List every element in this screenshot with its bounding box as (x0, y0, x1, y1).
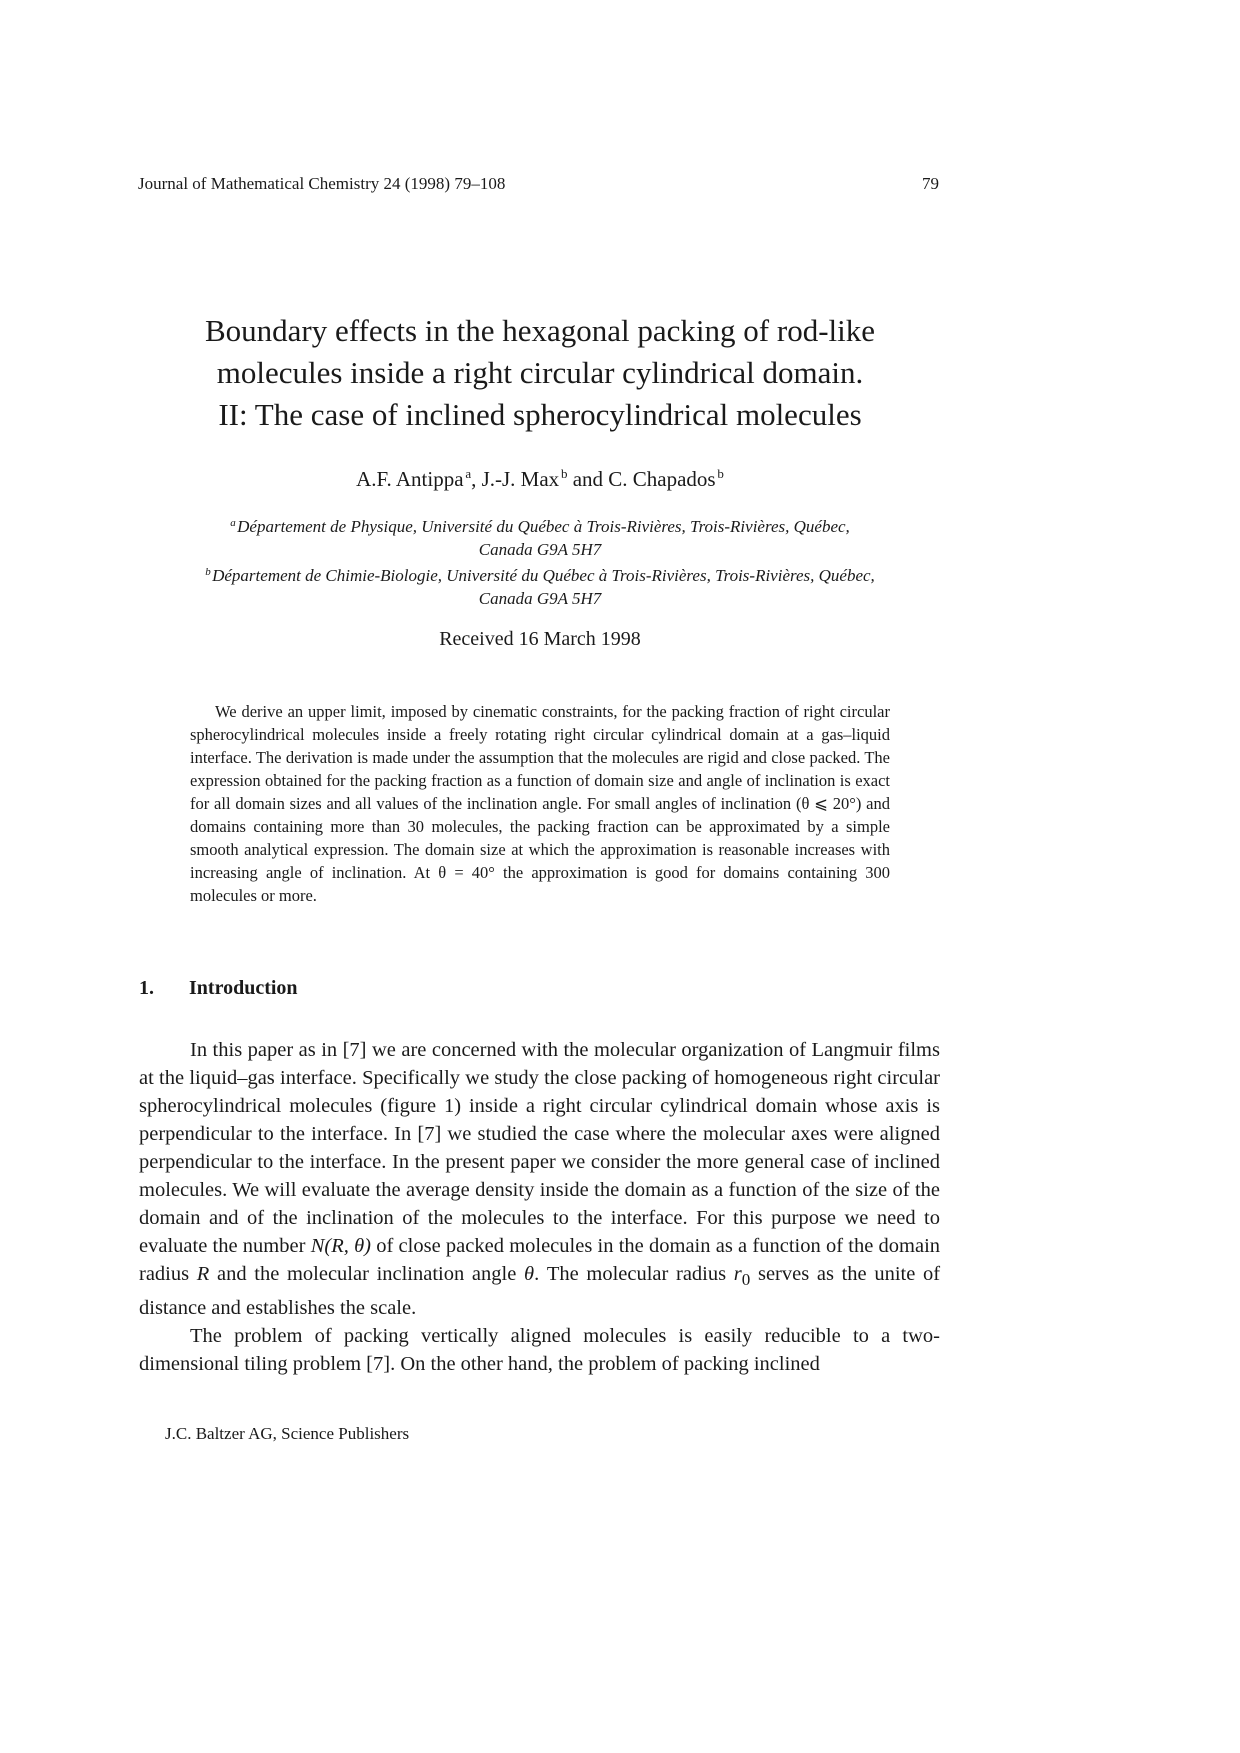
intro-p1-text-b: of close packed molecules in the domain as a function of the domain radius (139, 1235, 941, 1285)
received-date: Received 16 March 1998 (439, 628, 641, 650)
intro-p1-text-c: and the molecular inclination angle (216, 1263, 517, 1285)
affiliation-b (140, 561, 940, 610)
author-3-mark: b (717, 466, 724, 481)
math-r0-subscript: 0 (741, 1270, 751, 1290)
publisher-footer: J.C. Baltzer AG, Science Publishers (165, 1424, 410, 1443)
page-number: 79 (922, 174, 939, 193)
author-1-mark: a (465, 466, 472, 481)
math-r0: r (733, 1263, 742, 1285)
affiliation-b-line-1: Département de Chimie-Biologie, Université du Québec à Trois-Rivières, Trois-Rivières, Québec, (212, 566, 875, 585)
affiliation-b-mark: b (205, 566, 211, 578)
intro-p1-text-d: . The molecular radius (534, 1263, 727, 1285)
affiliation-a-line-2: Canada G9A 5H7 (478, 539, 602, 559)
section-heading (139, 977, 298, 1000)
intro-p1-text-e: serves as the unite of distance and establishes the scale. (139, 1263, 941, 1320)
abstract: We derive an upper limit, imposed by cinematic constraints, for the packing fraction of right circular spherocylindrical molecules inside a freely rotating right circular cylindrical domain at a gas–liquid interface. The derivation is made under the assumption that the molecules are rigid and close packed. The expression obtained for the packing fraction as a function of domain size and angle of inclination is exact for all domain sizes and all values of the inclination angle. For small angles of inclination (θ ⩽ 20°) and domains containing more than 30 molecules, the packing fraction can be approximated by a simple smooth analytical expression. The domain size at which the approximation is reasonable increases with increasing angle of inclination. At θ = 40° the approximation is good for domains containing 300 molecules or more. (190, 702, 890, 905)
author-2-mark: b (560, 466, 568, 481)
introduction-body (139, 1036, 940, 1378)
math-n-r-theta: N(R, θ) (310, 1235, 371, 1257)
section-number: 1. (139, 977, 154, 999)
affiliation-a-line-1: Département de Physique, Université du Québec à Trois-Rivières, Trois-Rivières, Québec, (237, 517, 850, 536)
intro-paragraph-1 (139, 1036, 940, 1322)
affiliations (140, 512, 940, 610)
author-2-name: J.-J. Max (481, 467, 560, 491)
section-title: Introduction (189, 977, 298, 999)
running-head (138, 174, 939, 194)
author-1-name: A.F. Antippa (356, 467, 464, 491)
title-line-3: II: The case of inclined spherocylindrical molecules (218, 397, 862, 432)
journal-citation: Journal of Mathematical Chemistry 24 (1998) 79–108 (138, 174, 506, 193)
author-conjunction: and (572, 467, 604, 491)
author-3-name: C. Chapados (608, 467, 716, 491)
intro-paragraph-2: The problem of packing vertically aligned molecules is easily reducible to a two-dimensional tiling problem [7]. On the other hand, the problem of packing inclined (139, 1325, 940, 1376)
affiliation-a (140, 512, 940, 561)
math-theta: θ (523, 1263, 535, 1285)
title-line-2: molecules inside a right circular cylindrical domain. (216, 355, 864, 390)
title-line-1: Boundary effects in the hexagonal packing of rod-like (204, 313, 875, 348)
intro-p1-text-a: In this paper as in [7] we are concerned with the molecular organization of Langmuir films at the liquid–gas interface. Specifically we study the close packing of homogeneous right circular spherocylindrical molecules (figure 1) inside a right circular cylindrical domain whose axis is perpendicular to the interface. In [7] we studied the case where the molecular axes were aligned perpendicular to the interface. In the present paper we consider the more general case of inclined molecules. We will evaluate the average density inside the domain as a function of the size of the domain and of the inclination of the molecules to the interface. For this purpose we need to evaluate the number (139, 1039, 940, 1257)
affiliation-b-line-2: Canada G9A 5H7 (478, 588, 602, 608)
paper-title (140, 310, 940, 436)
author-list: A.F. Antippa $^a$, J.-J. Max $^b$ and C. Chapados $^b$ (356, 466, 724, 491)
math-r: R (196, 1263, 210, 1285)
affiliation-a-mark: a (230, 517, 236, 529)
